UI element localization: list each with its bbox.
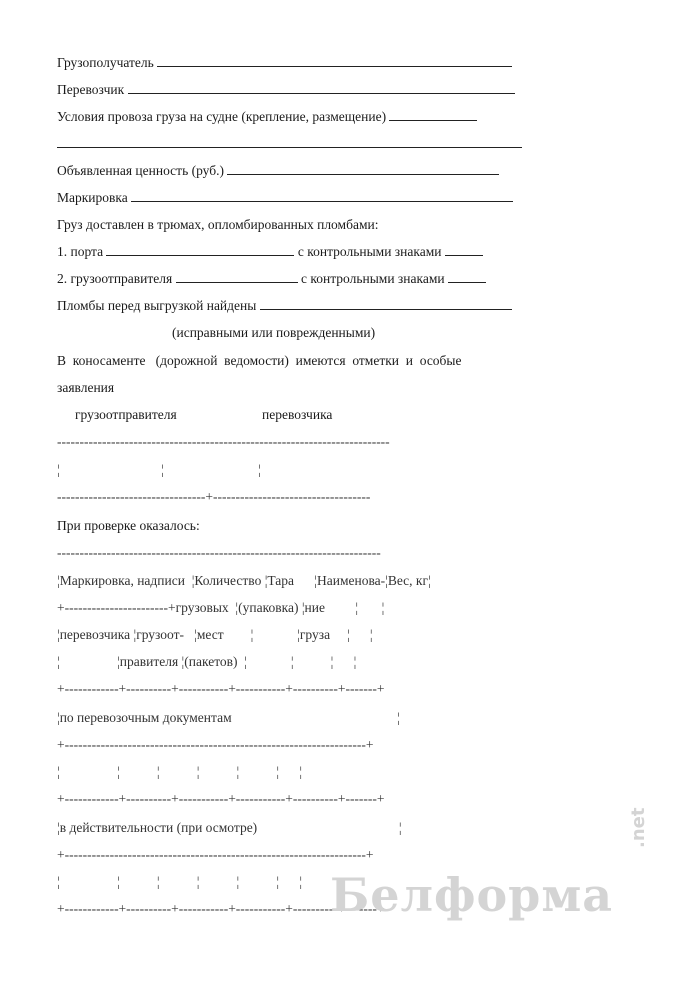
bill-text-line1: В коносаменте (дорожной ведомости) имеются отметки и особые [57, 353, 462, 368]
carrier-field [57, 82, 515, 98]
table2-row: +------------+----------+-----------+-----------+----------+-------+ [57, 901, 385, 916]
watermark-domain: .net [628, 807, 649, 848]
conditions-blank[interactable] [389, 109, 477, 121]
shipper-seal-field [57, 271, 486, 287]
marking-field [57, 190, 513, 206]
consignee-blank[interactable] [157, 55, 512, 67]
marking-label: Маркировка [57, 190, 128, 205]
seals-found-blank[interactable] [260, 298, 512, 310]
port-control-label: с контрольными знаками [297, 244, 442, 259]
check-rule: ------------------------------------------------------------------------ [57, 545, 381, 560]
port-control-blank[interactable] [445, 244, 483, 256]
table2-row: ¦ ¦ ¦ ¦ ¦ ¦ ¦ [57, 874, 303, 889]
port-label: 1. порта [57, 244, 104, 259]
seals-found-label: Пломбы перед выгрузкой найдены [57, 298, 257, 313]
marking-blank[interactable] [131, 190, 513, 202]
table1-col-carrier: перевозчика [262, 407, 333, 422]
declared-value-field [57, 163, 499, 179]
declared-value-blank[interactable] [227, 163, 499, 175]
table1-rule-bottom: ---------------------------------+----------------------------------- [57, 489, 371, 504]
holds-text: Груз доставлен в трюмах, опломбированных пломбами: [57, 217, 379, 232]
port-seal-field [57, 244, 483, 260]
seals-found-field [57, 298, 512, 314]
table1-row: ¦ ¦ ¦ [57, 462, 261, 477]
carrier-blank[interactable] [128, 82, 515, 94]
consignee-label: Грузополучатель [57, 55, 154, 70]
check-title: При проверке оказалось: [57, 518, 200, 533]
table2-row: +-----------------------+грузовых ¦(упаковка) ¦ние ¦ ¦ [57, 600, 385, 615]
consignee-field [57, 55, 512, 71]
carrier-label: Перевозчик [57, 82, 125, 97]
seals-note: (исправными или поврежденными) [172, 325, 376, 340]
watermark-logo: Белформа [330, 868, 614, 922]
table2-row: +------------+----------+-----------+-----------+----------+-------+ [57, 681, 385, 696]
conditions-line2 [57, 136, 522, 152]
table2-row: +------------+----------+-----------+-----------+----------+-------+ [57, 791, 385, 806]
table2-row: +-------------------------------------------------------------------+ [57, 847, 374, 862]
table2-row: ¦Маркировка, надписи ¦Количество ¦Тара ¦Наименова-¦Вес, кг¦ [57, 573, 431, 588]
table2-row: ¦ ¦правителя ¦(пакетов) ¦ ¦ ¦ ¦ [57, 654, 357, 669]
conditions-field [57, 109, 477, 125]
table2-row: +-------------------------------------------------------------------+ [57, 737, 374, 752]
conditions-label: Условия провоза груза на судне (крепление, размещение) [57, 109, 387, 124]
table2-row: ¦ ¦ ¦ ¦ ¦ ¦ ¦ [57, 764, 303, 779]
port-blank[interactable] [106, 244, 294, 256]
table2-row: ¦по перевозочным документам ¦ [57, 710, 400, 725]
shipper-blank[interactable] [176, 271, 298, 283]
shipper-label: 2. грузоотправителя [57, 271, 173, 286]
table2-row: ¦в действительности (при осмотре) ¦ [57, 820, 402, 835]
table2-row: ¦перевозчика ¦грузоот- ¦мест ¦ ¦груза ¦ ¦ [57, 627, 373, 642]
shipper-control-blank[interactable] [448, 271, 486, 283]
declared-value-label: Объявленная ценность (руб.) [57, 163, 224, 178]
table1-col-shipper: грузоотправителя [75, 407, 177, 422]
table1-rule-top: -------------------------------------------------------------------------- [57, 434, 390, 449]
bill-text-line2: заявления [57, 380, 115, 395]
shipper-control-label: с контрольными знаками [301, 271, 445, 286]
conditions-blank-2[interactable] [57, 136, 522, 148]
